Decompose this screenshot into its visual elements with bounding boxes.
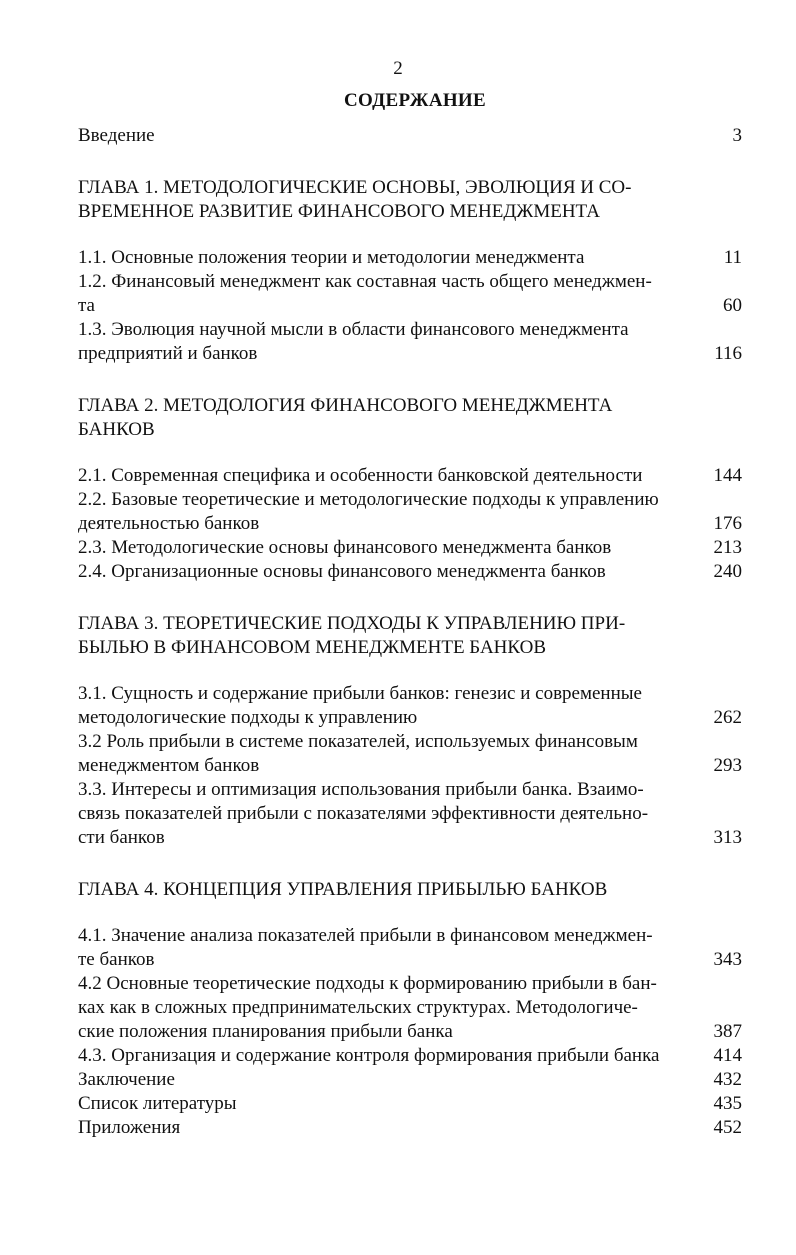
chapter-4 <box>78 878 742 1140</box>
toc-entry-text: методологические подходы к управлению <box>78 707 418 728</box>
toc-entry <box>78 754 742 778</box>
toc-entry-page: 262 <box>713 707 742 728</box>
toc-entry-text: та <box>78 295 95 316</box>
toc-entry <box>78 512 742 536</box>
chapter-heading-line: ГЛАВА 2. МЕТОДОЛОГИЯ ФИНАНСОВОГО МЕНЕДЖМЕНТА <box>78 395 613 416</box>
toc-entry <box>78 488 742 512</box>
toc-entry-text: 3.3. Интересы и оптимизация использования прибыли банка. Взаимо- <box>78 779 644 800</box>
toc-entry-page: 387 <box>713 1021 742 1042</box>
page-title: СОДЕРЖАНИЕ <box>344 90 486 111</box>
toc-entry-text: Приложения <box>78 1117 181 1138</box>
toc-entry-text: 1.2. Финансовый менеджмент как составная часть общего менеджмен- <box>78 271 652 292</box>
toc-entry-page: 240 <box>713 561 742 582</box>
toc-entry <box>78 778 742 802</box>
toc-entry <box>78 682 742 706</box>
toc-entry-text: 2.2. Базовые теоретические и методологические подходы к управлению <box>78 489 659 510</box>
toc-entry-text: 2.4. Организационные основы финансового менеджмента банков <box>78 561 606 582</box>
toc-entry-text: связь показателей прибыли с показателями эффективности деятельно- <box>78 803 649 824</box>
toc-entry-text: 3.2 Роль прибыли в системе показателей, используемых финансовым <box>78 731 638 752</box>
toc-entry-page: 116 <box>714 343 742 364</box>
toc-entry <box>78 1068 742 1092</box>
toc-entry-text: те банков <box>78 949 155 970</box>
toc-entry-intro <box>78 124 742 148</box>
toc-entry-page: 414 <box>713 1045 742 1066</box>
toc-entry-page: 3 <box>732 125 742 146</box>
toc-entry-page: 343 <box>713 949 742 970</box>
toc-entry-text: ские положения планирования прибыли банка <box>78 1021 453 1042</box>
toc-entry <box>78 730 742 754</box>
chapter-heading-line: БАНКОВ <box>78 419 155 440</box>
toc-entry <box>78 246 742 270</box>
toc-entry <box>78 536 742 560</box>
toc-entry-page: 293 <box>713 755 742 776</box>
chapter-3 <box>78 612 742 850</box>
chapter-heading-line: ВРЕМЕННОЕ РАЗВИТИЕ ФИНАНСОВОГО МЕНЕДЖМЕНТА <box>78 201 600 222</box>
toc-entry <box>78 826 742 850</box>
toc-entry-text: 4.1. Значение анализа показателей прибыли в финансовом менеджмен- <box>78 925 653 946</box>
table-of-contents <box>78 124 742 1140</box>
toc-entry-page: 144 <box>713 465 742 486</box>
toc-entry-text: 3.1. Сущность и содержание прибыли банков: генезис и современные <box>78 683 642 704</box>
toc-entry <box>78 560 742 584</box>
toc-entry-text: Введение <box>78 125 155 146</box>
toc-entry <box>78 1044 742 1068</box>
toc-entry-text: предприятий и банков <box>78 343 258 364</box>
toc-entry-page: 435 <box>713 1093 742 1114</box>
chapter-2 <box>78 394 742 584</box>
toc-entry-page: 176 <box>713 513 742 534</box>
toc-entry <box>78 996 742 1020</box>
toc-entry-text: Список литературы <box>78 1093 237 1114</box>
toc-entry-text: сти банков <box>78 827 165 848</box>
toc-entry-page: 313 <box>713 827 742 848</box>
toc-entry <box>78 948 742 972</box>
chapter-1 <box>78 176 742 366</box>
toc-entry-text: деятельностью банков <box>78 513 260 534</box>
toc-entry <box>78 1116 742 1140</box>
toc-entry-page: 452 <box>713 1117 742 1138</box>
toc-entry <box>78 1020 742 1044</box>
toc-entry-page: 213 <box>713 537 742 558</box>
toc-entry <box>78 294 742 318</box>
toc-entry <box>78 802 742 826</box>
toc-entry <box>78 464 742 488</box>
chapter-heading-line: ГЛАВА 1. МЕТОДОЛОГИЧЕСКИЕ ОСНОВЫ, ЭВОЛЮЦИЯ И СО- <box>78 177 632 198</box>
toc-entry <box>78 318 742 342</box>
toc-entry <box>78 924 742 948</box>
toc-entry-text: 4.3. Организация и содержание контроля формирования прибыли банка <box>78 1045 660 1066</box>
toc-entry-text: ках как в сложных предпринимательских структурах. Методологиче- <box>78 997 638 1018</box>
toc-entry-text: 4.2 Основные теоретические подходы к формированию прибыли в бан- <box>78 973 657 994</box>
chapter-heading-line: ГЛАВА 3. ТЕОРЕТИЧЕСКИЕ ПОДХОДЫ К УПРАВЛЕНИЮ ПРИ- <box>78 613 626 634</box>
toc-entry <box>78 972 742 996</box>
toc-entry-text: менеджментом банков <box>78 755 260 776</box>
toc-entry-text: 1.3. Эволюция научной мысли в области финансового менеджмента <box>78 319 629 340</box>
chapter-heading-line: ГЛАВА 4. КОНЦЕПЦИЯ УПРАВЛЕНИЯ ПРИБЫЛЬЮ БАНКОВ <box>78 879 608 900</box>
toc-entry-text: 2.3. Методологические основы финансового менеджмента банков <box>78 537 612 558</box>
toc-entry <box>78 1092 742 1116</box>
toc-entry-page: 11 <box>723 247 742 268</box>
toc-entry-text: 1.1. Основные положения теории и методологии менеджмента <box>78 247 585 268</box>
chapter-heading-line: БЫЛЬЮ В ФИНАНСОВОМ МЕНЕДЖМЕНТЕ БАНКОВ <box>78 637 546 658</box>
toc-entry <box>78 270 742 294</box>
toc-entry-text: Заключение <box>78 1069 175 1090</box>
toc-entry <box>78 342 742 366</box>
toc-entry-text: 2.1. Современная специфика и особенности банковской деятельности <box>78 465 643 486</box>
page-number: 2 <box>393 58 403 79</box>
toc-entry-page: 432 <box>713 1069 742 1090</box>
toc-entry <box>78 706 742 730</box>
toc-entry-page: 60 <box>723 295 742 316</box>
